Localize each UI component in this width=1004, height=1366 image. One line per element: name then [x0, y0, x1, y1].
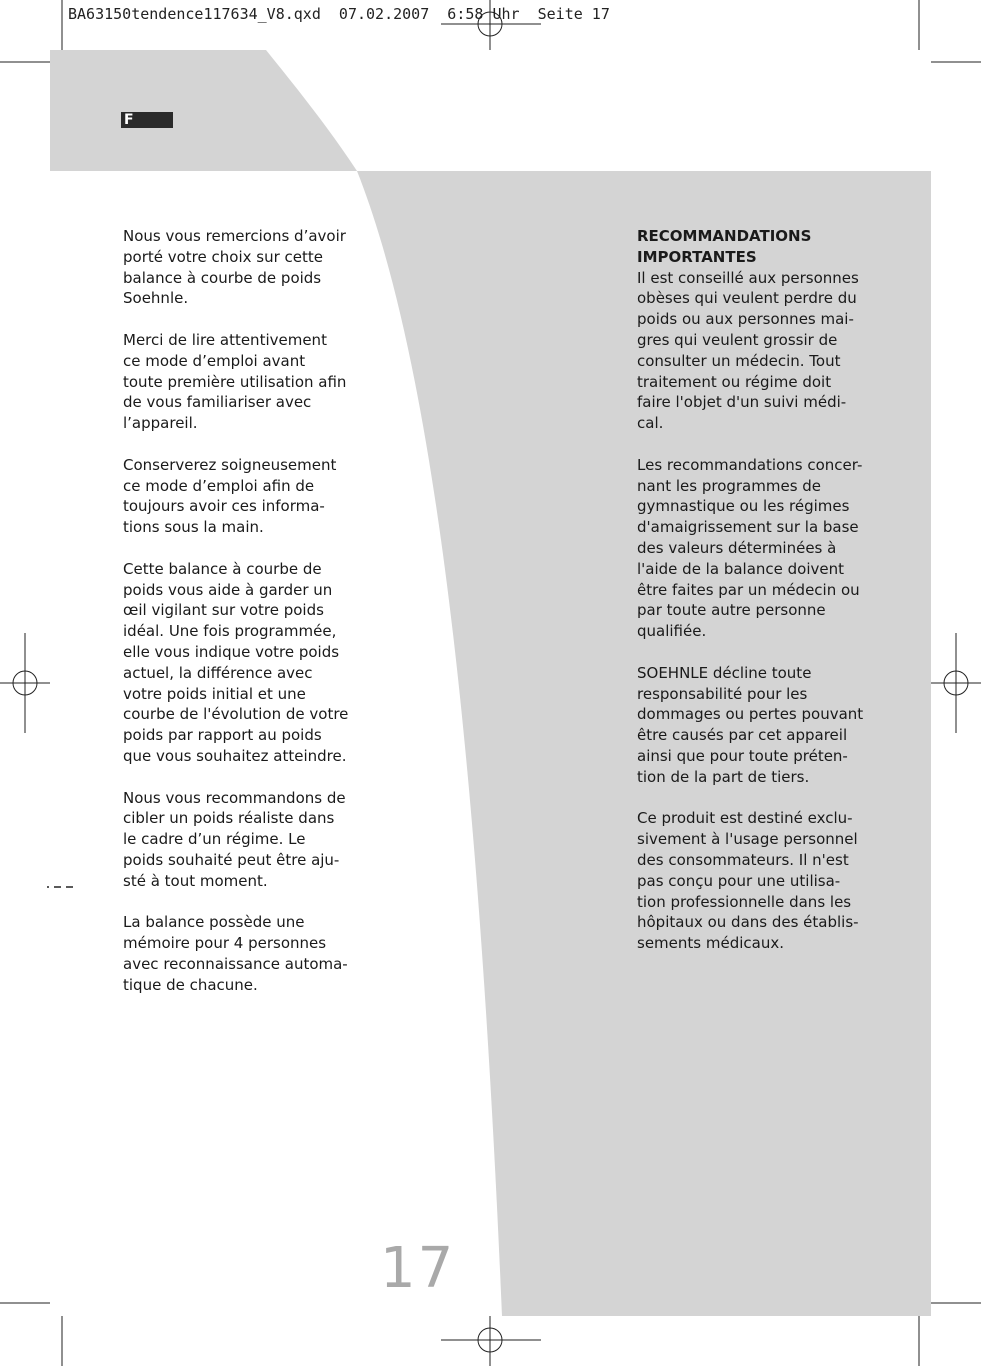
page-number: 17 [380, 1236, 456, 1301]
intro-paragraph: Nous vous remercions d’avoir porté votre choix sur cette balance à courbe de poids Soehnle. [123, 227, 346, 308]
recommendations-heading: RECOMMANDATIONS IMPORTANTES [637, 227, 812, 266]
left-column [123, 226, 353, 1016]
medical-advice-paragraph: Il est conseillé aux personnes obèses qui veulent perdre du poids ou aux personnes mai- gres qui veulent grossir de consulter un médecin. Tout traitement ou régime doit faire l'objet d'un suivi médi- cal. [637, 268, 859, 433]
right-column [637, 226, 872, 975]
print-slug-line: BA63150tendence117634_V8.qxd 07.02.2007 6:58 Uhr Seite 17 [68, 5, 610, 23]
registration-mark-right [931, 633, 981, 733]
scale-features-paragraph: Cette balance à courbe de poids vous aide à garder un œil vigilant sur votre poids idéal. Une fois programmée, elle vous indique votre poids actuel, la différence avec votre poids initial et une courbe de l'évolution de votre poids par rapport au poids que vous souhaitez atteindre. [123, 559, 349, 765]
exercise-advice-paragraph: Les recommandations concer- nant les programmes de gymnastique ou les régimes d'amaigrissement sur la base des valeurs déterminées à l'aide de la balance doivent être faites par un médecin ou par toute autre personne qualifiée. [637, 455, 863, 641]
language-tab: F [121, 112, 173, 128]
keep-manual-paragraph: Conserverez soigneusement ce mode d’emploi afin de toujours avoir ces informa- tions sous la main. [123, 455, 337, 537]
top-grey-band [50, 50, 357, 171]
registration-mark-bottom [441, 1316, 541, 1366]
read-manual-paragraph: Merci de lire attentivement ce mode d’emploi avant toute première utilisation afin de vous familiariser avec l’appareil. [123, 330, 347, 433]
personal-use-paragraph: Ce produit est destiné exclu- sivement à l'usage personnel des consommateurs. Il n'est pas conçu pour une utilisa- tion professionnelle dans les hôpitaux ou dans des établis- sements médicaux. [637, 809, 859, 953]
memory-paragraph: La balance possède une mémoire pour 4 personnes avec reconnaissance automa- tique de chacune. [123, 913, 348, 994]
registration-mark-left [0, 633, 50, 733]
target-weight-paragraph: Nous vous recommandons de cibler un poids réaliste dans le cadre d’un régime. Le poids souhaité peut être aju- sté à tout moment. [123, 788, 346, 890]
liability-paragraph: SOEHNLE décline toute responsabilité pour les dommages ou pertes pouvant être causés par cet appareil ainsi que pour toute préten- tion de la part de tiers. [637, 663, 864, 786]
